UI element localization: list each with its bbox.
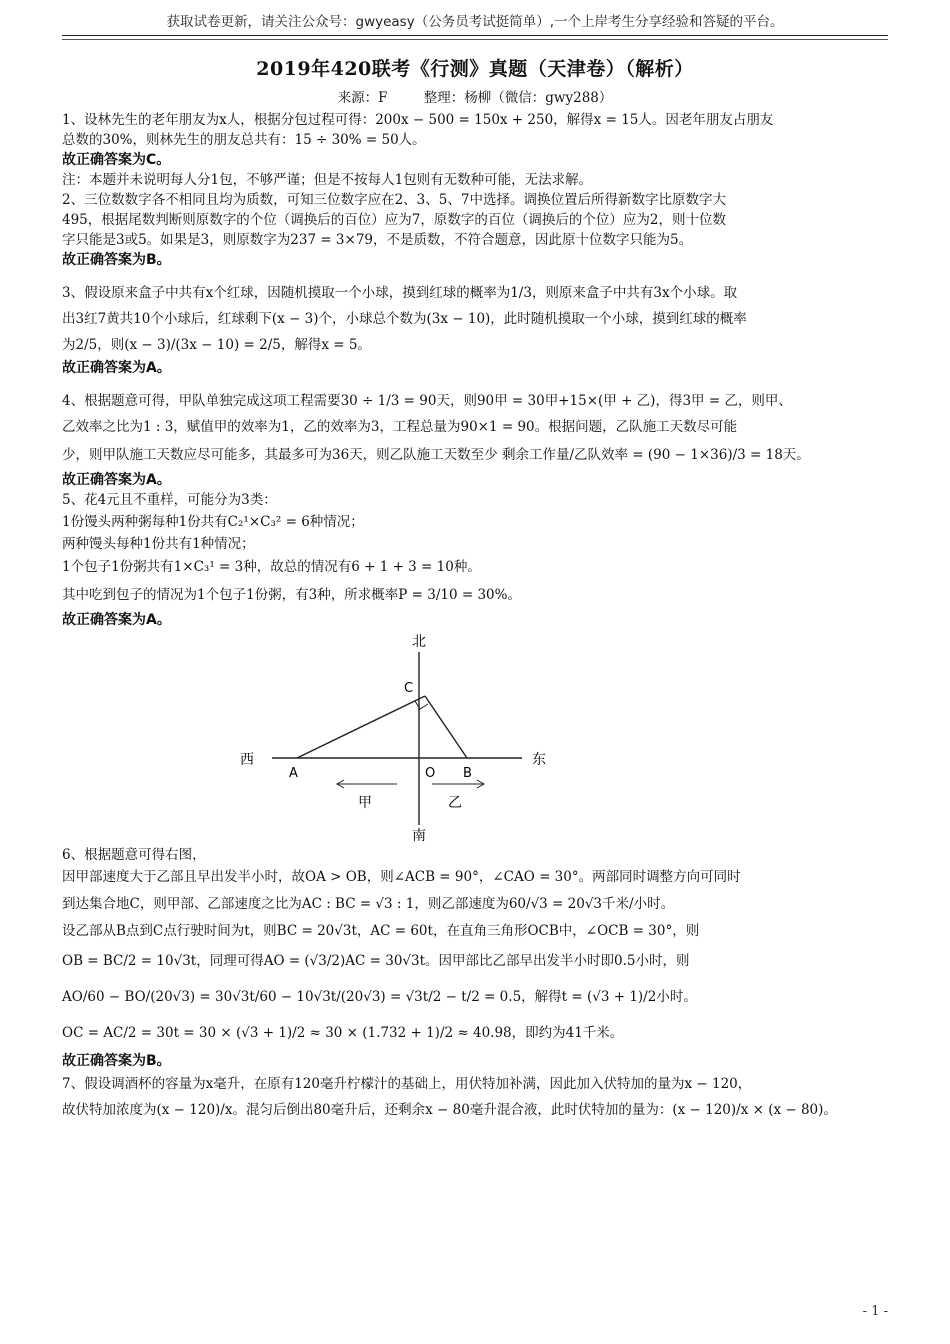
label-yi: 乙 — [448, 795, 462, 811]
q3-line-2: 出3红7黄共10个小球后，红球剩下(x − 3)个，小球总个数为(3x − 10)，此时随机摸取一个小球，摸到红球的概率 — [62, 311, 747, 327]
q5-answer: 故正确答案为A。 — [62, 612, 171, 628]
q6-line-4: 设乙部从B点到C点行驶时间为t，则BC = 20√3t，AC = 60t，在直角三角形OCB中，∠OCB = 30°，则 — [62, 923, 700, 939]
label-point-o: O — [425, 766, 436, 781]
label-south: 南 — [412, 828, 426, 844]
q3-line-1: 3、假设原来盒子中共有x个红球，因随机摸取一个小球，摸到红球的概率为1/3，则原来盒子中共有3x个小球。取 — [62, 285, 738, 301]
q6-answer: 故正确答案为B。 — [62, 1053, 171, 1069]
header-rule — [62, 35, 888, 36]
page-number: - 1 - — [862, 1304, 888, 1319]
label-west: 西 — [240, 752, 254, 768]
q6-line-5: OB = BC/2 = 10√3t，同理可得AO = (√3/2)AC = 30√3t。因甲部比乙部早出发半小时即0.5小时，则 — [62, 953, 690, 969]
label-east: 东 — [532, 752, 546, 768]
header-rule-thin — [62, 39, 888, 40]
label-point-b: B — [463, 766, 472, 781]
q5-line-5: 其中吃到包子的情况为1个包子1份粥，有3种，所求概率P = 3/10 = 30%。 — [62, 587, 521, 603]
q6-line-3: 到达集合地C，则甲部、乙部速度之比为AC : BC = √3 : 1，则乙部速度为60/√3 = 20√3千米/小时。 — [62, 896, 675, 912]
editor-text: 整理：杨柳（微信：gwy288） — [423, 90, 613, 106]
q1-line-1: 1、设林先生的老年朋友为x人，根据分包过程可得：200x − 500 = 150x + 250，解得x = 15人。因老年朋友占朋友 — [62, 112, 774, 128]
q5-line-1: 5、花4元且不重样，可能分为3类： — [62, 492, 277, 508]
document-body — [62, 110, 888, 1123]
q5-line-4: 1个包子1份粥共有1×C₃¹ = 3种，故总的情况有6 + 1 + 3 = 10种。 — [62, 559, 481, 575]
q2-line-2: 495，根据尾数判断则原数字的个位（调换后的百位）应为7，原数字的百位（调换后的个位）应为2，则十位数 — [62, 212, 726, 228]
q1-note: 注：本题并未说明每人分1包，不够严谨；但是不按每人1包则有无数种可能，无法求解。 — [62, 172, 593, 188]
q3-line-3: 为2/5，则(x − 3)/(3x − 10) = 2/5，解得x = 5。 — [62, 337, 371, 353]
q6-line-1: 6、根据题意可得右图， — [62, 847, 206, 863]
q2-line-3: 字只能是3或5。如果是3，则原数字为237 = 3×79，不是质数，不符合题意，因此原十位数字只能为5。 — [62, 232, 693, 248]
page-title: 2019年420联考《行测》真题（天津卷）（解析） — [256, 58, 694, 80]
q7-line-2: 故伏特加浓度为(x − 120)/x。混匀后倒出80毫升后，还剩余x − 80毫升混合液，此时伏特加的量为：(x − 120)/x × (x − 80)。 — [62, 1102, 837, 1118]
q4-answer: 故正确答案为A。 — [62, 472, 171, 488]
q5-line-3: 两种馒头每种1份共有1种情况； — [62, 536, 255, 552]
label-jia: 甲 — [358, 795, 372, 811]
q1-answer: 故正确答案为C。 — [62, 152, 171, 168]
label-north: 北 — [412, 634, 426, 650]
q7-line-1: 7、假设调酒杯的容量为x毫升，在原有120毫升柠檬汁的基础上，用伏特加补满，因此加入伏特加的量为x − 120， — [62, 1076, 752, 1092]
triangle-diagram — [232, 630, 572, 845]
direction-figure — [62, 630, 888, 845]
q6-line-7: OC = AC/2 = 30t = 30 × (√3 + 1)/2 ≈ 30 × (1.732 + 1)/2 ≈ 40.98，即约为41千米。 — [62, 1025, 624, 1041]
source-text: 来源：F — [337, 90, 388, 106]
q4-line-3: 少，则甲队施工天数应尽可能多，其最多可为36天，则乙队施工天数至少 剩余工作量/乙队效率 = (90 − 1×36)/3 = 18天。 — [62, 447, 810, 463]
q1-line-2: 总数的30%，则林先生的朋友总共有：15 ÷ 30% = 50人。 — [62, 132, 426, 148]
q4-line-2: 乙效率之比为1 : 3，赋值甲的效率为1，乙的效率为3，工程总量为90×1 = 90。根据问题，乙队施工天数尽可能 — [62, 419, 738, 435]
q4-line-1: 4、根据题意可得，甲队单独完成这项工程需要30 ÷ 1/3 = 90天，则90甲 = 30甲+15×(甲 + 乙)，得3甲 = 乙，则甲、 — [62, 393, 792, 409]
label-point-c: C — [404, 681, 414, 696]
q2-line-1: 2、三位数数字各不相同且均为质数，可知三位数字应在2、3、5、7中选择。调换位置后所得新数字比原数字大 — [62, 192, 726, 208]
q3-answer: 故正确答案为A。 — [62, 360, 171, 376]
source-line — [0, 86, 950, 106]
q2-answer: 故正确答案为B。 — [62, 252, 171, 268]
header-banner: 获取试卷更新，请关注公众号：gwyeasy（公务员考试挺简单）,一个上岸考生分享经验和答疑的平台。 — [166, 14, 784, 30]
q6-line-6: AO/60 − BO/(20√3) = 30√3t/60 − 10√3t/(20√3) = √3t/2 − t/2 = 0.5，解得t = (√3 + 1)/2小时。 — [62, 989, 697, 1005]
q5-line-2: 1份馒头两种粥每种1份共有C₂¹×C₃² = 6种情况； — [62, 514, 364, 530]
q6-line-2: 因甲部速度大于乙部且早出发半小时，故OA > OB，则∠ACB = 90°，∠CAO = 30°。两部同时调整方向可同时 — [62, 869, 741, 885]
label-point-a: A — [289, 766, 298, 781]
